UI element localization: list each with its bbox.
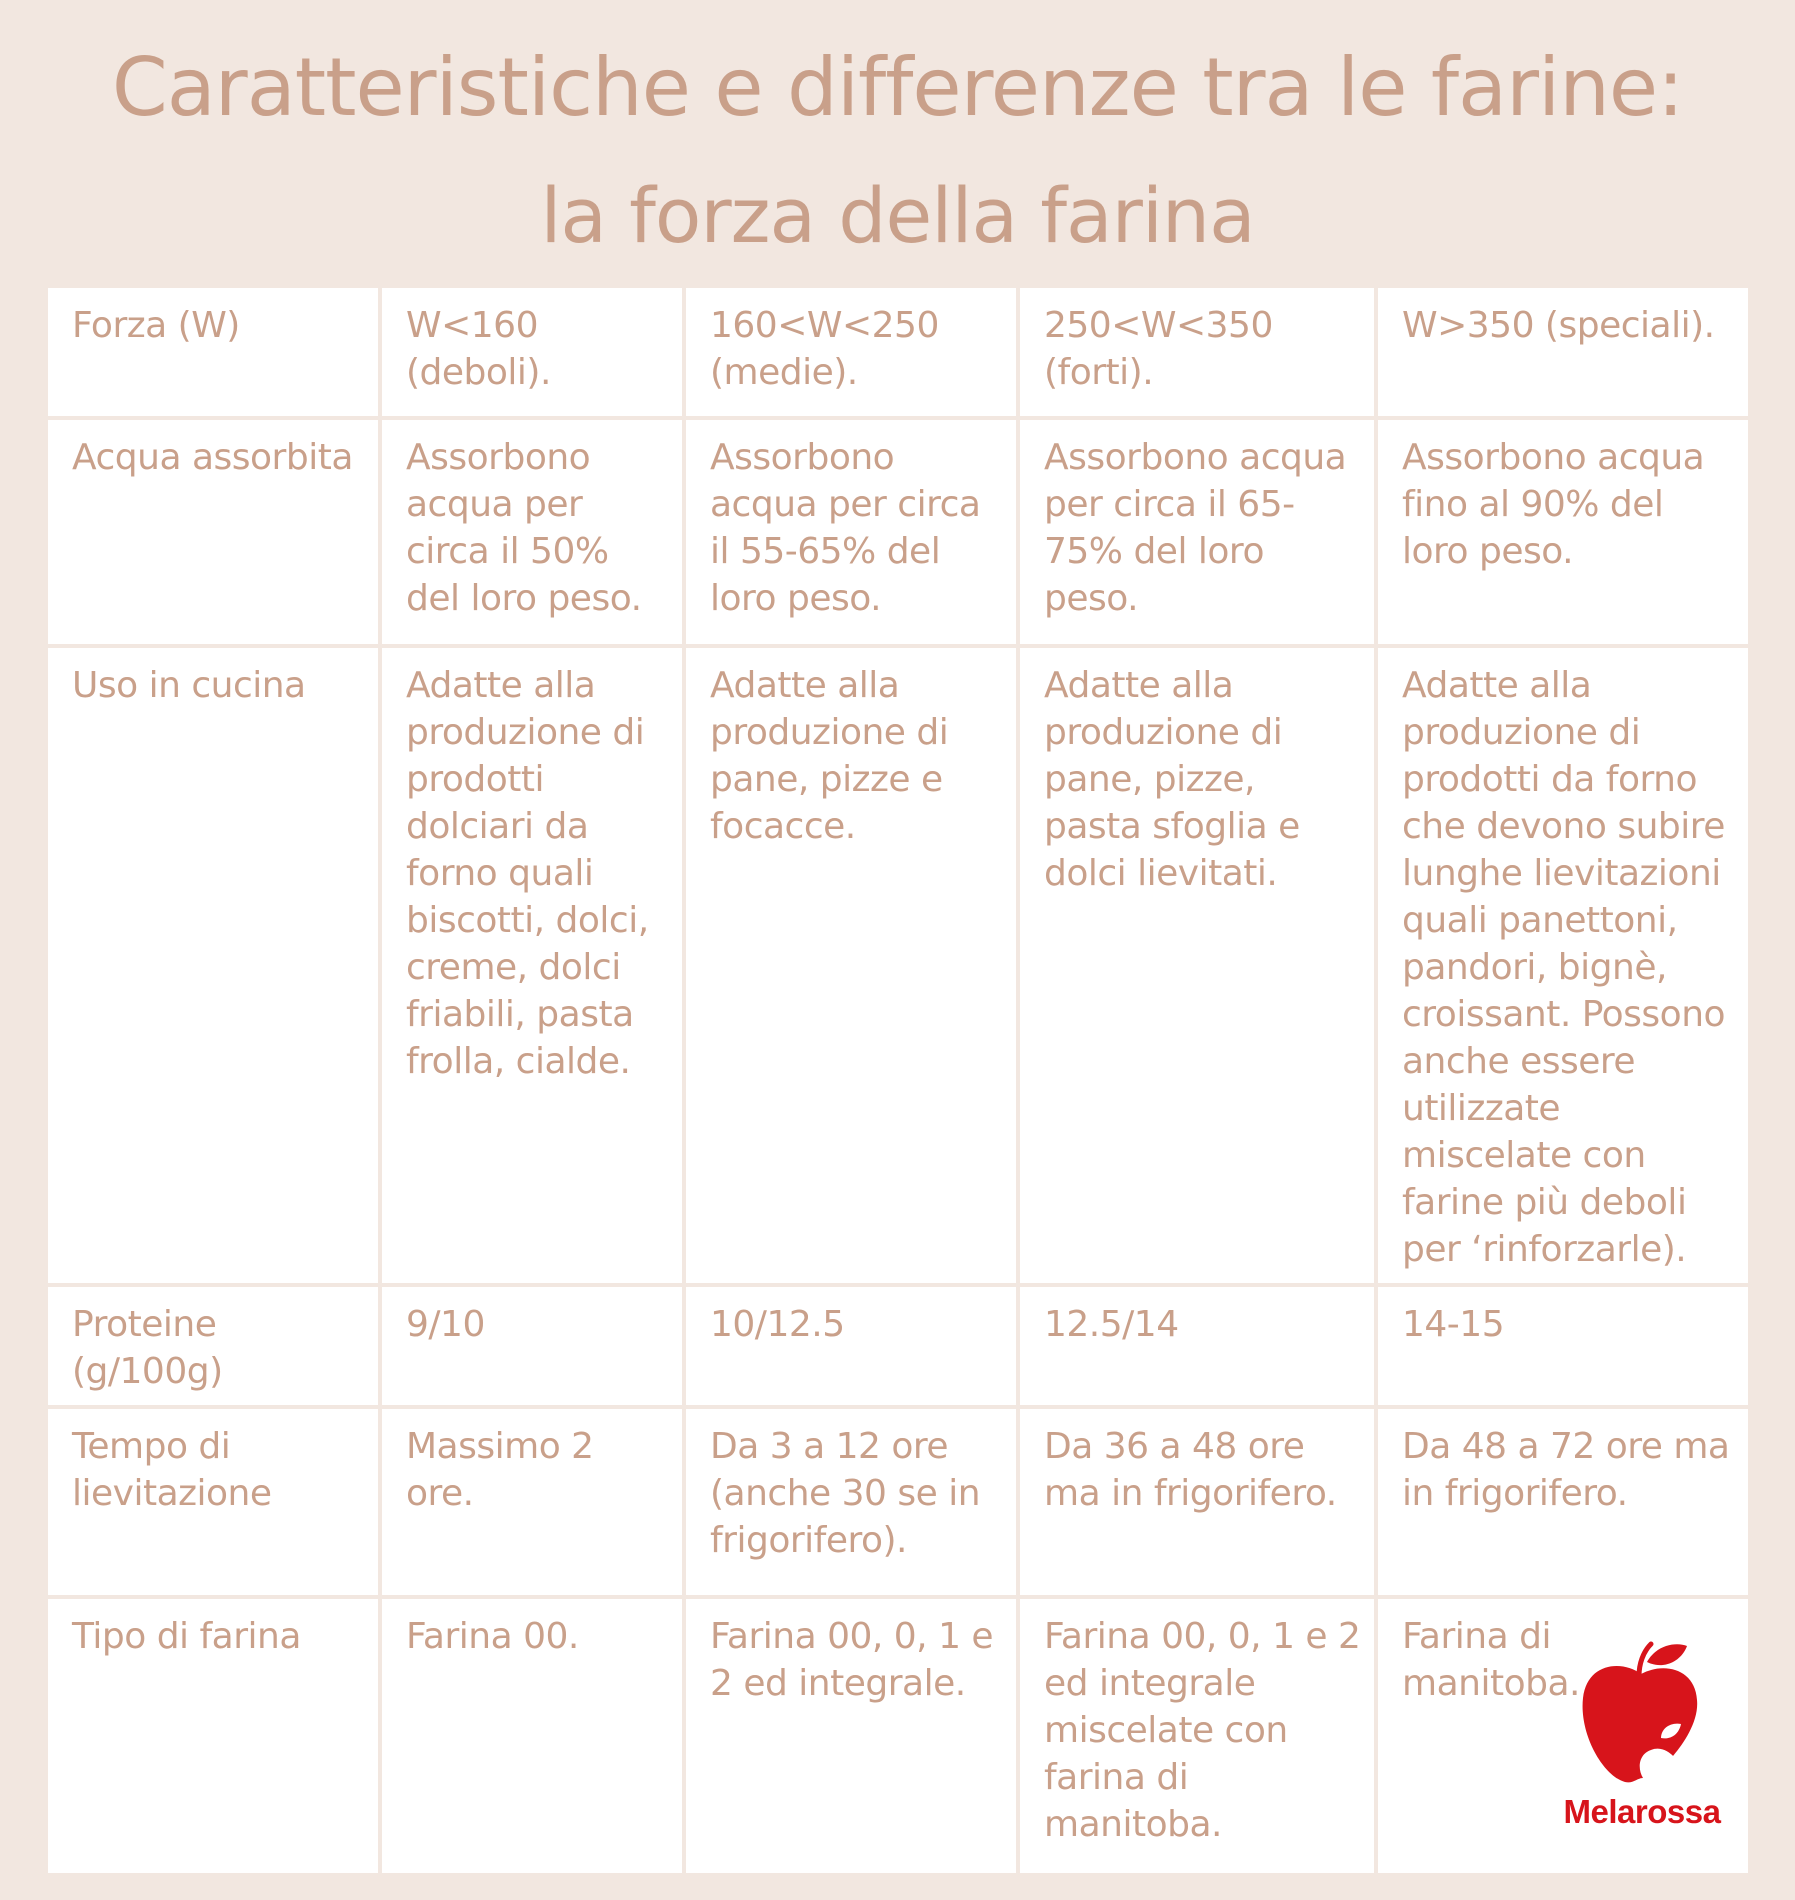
table-cell: W<160 (deboli). (382, 288, 682, 416)
table-row-acqua (48, 420, 1748, 644)
melarossa-logo (1547, 1638, 1737, 1834)
table-row-uso (48, 648, 1748, 1283)
table-cell: 250<W<350 (forti). (1020, 288, 1374, 416)
page-subtitle: la forza della farina (540, 171, 1255, 260)
row-header-acqua: Acqua assorbita (48, 420, 378, 644)
table-row-tipo (48, 1599, 1748, 1873)
row-header-forza: Forza (W) (48, 288, 378, 416)
table-cell: 10/12.5 (686, 1287, 1016, 1405)
apple-icon (1577, 1638, 1707, 1788)
table-cell: Farina 00, 0, 1 e 2 ed integrale. (686, 1599, 1016, 1873)
page-title: Caratteristiche e differenze tra le farine: (111, 41, 1684, 134)
table-cell: Assorbono acqua per circa il 50% del loro peso. (382, 420, 682, 644)
table-cell: Da 48 a 72 ore ma in frigorifero. (1378, 1409, 1748, 1595)
table-cell: Adatte alla produzione di pane, pizze, pasta sfoglia e dolci lievitati. (1020, 648, 1374, 1283)
row-header-tempo: Tempo di lievitazione (48, 1409, 378, 1595)
table-cell: 12.5/14 (1020, 1287, 1374, 1405)
table-cell: Assorbono acqua per circa il 65-75% del loro peso. (1020, 420, 1374, 644)
logo-text: Melarossa (1563, 1793, 1721, 1830)
row-header-tipo: Tipo di farina (48, 1599, 378, 1873)
table-cell: Assorbono acqua fino al 90% del loro peso. (1378, 420, 1748, 644)
table-cell: Adatte alla produzione di prodotti dolciari da forno quali biscotti, dolci, creme, dolci friabili, pasta frolla, cialde. (382, 648, 682, 1283)
table-row-proteine (48, 1287, 1748, 1405)
row-header-proteine: Proteine (g/100g) (48, 1287, 378, 1405)
table-cell: Farina 00. (382, 1599, 682, 1873)
table-cell: Da 3 a 12 ore (anche 30 se in frigorifero). (686, 1409, 1016, 1595)
table-cell: Adatte alla produzione di pane, pizze e focacce. (686, 648, 1016, 1283)
table-cell: Adatte alla produzione di prodotti da forno che devono subire lunghe lievitazioni quali panettoni, pandori, bignè, croissant. Possono anche essere utilizzate miscelate con farine più deboli per ‘rinforzarle). (1378, 648, 1748, 1283)
table-cell: 160<W<250 (medie). (686, 288, 1016, 416)
table-cell: Farina 00, 0, 1 e 2 ed integrale miscelate con farina di manitoba. (1020, 1599, 1374, 1873)
row-header-uso: Uso in cucina (48, 648, 378, 1283)
table-cell: Da 36 a 48 ore ma in frigorifero. (1020, 1409, 1374, 1595)
table-row-forza (48, 288, 1748, 416)
table-cell: 9/10 (382, 1287, 682, 1405)
flour-strength-table (46, 286, 1746, 1845)
table-cell: 14-15 (1378, 1287, 1748, 1405)
table-cell: Assorbono acqua per circa il 55-65% del loro peso. (686, 420, 1016, 644)
table-cell: Massimo 2 ore. (382, 1409, 682, 1595)
table-cell: W>350 (speciali). (1378, 288, 1748, 416)
table-cell: Farina di manitoba. (1378, 1599, 1748, 1873)
table-row-tempo (48, 1409, 1748, 1595)
